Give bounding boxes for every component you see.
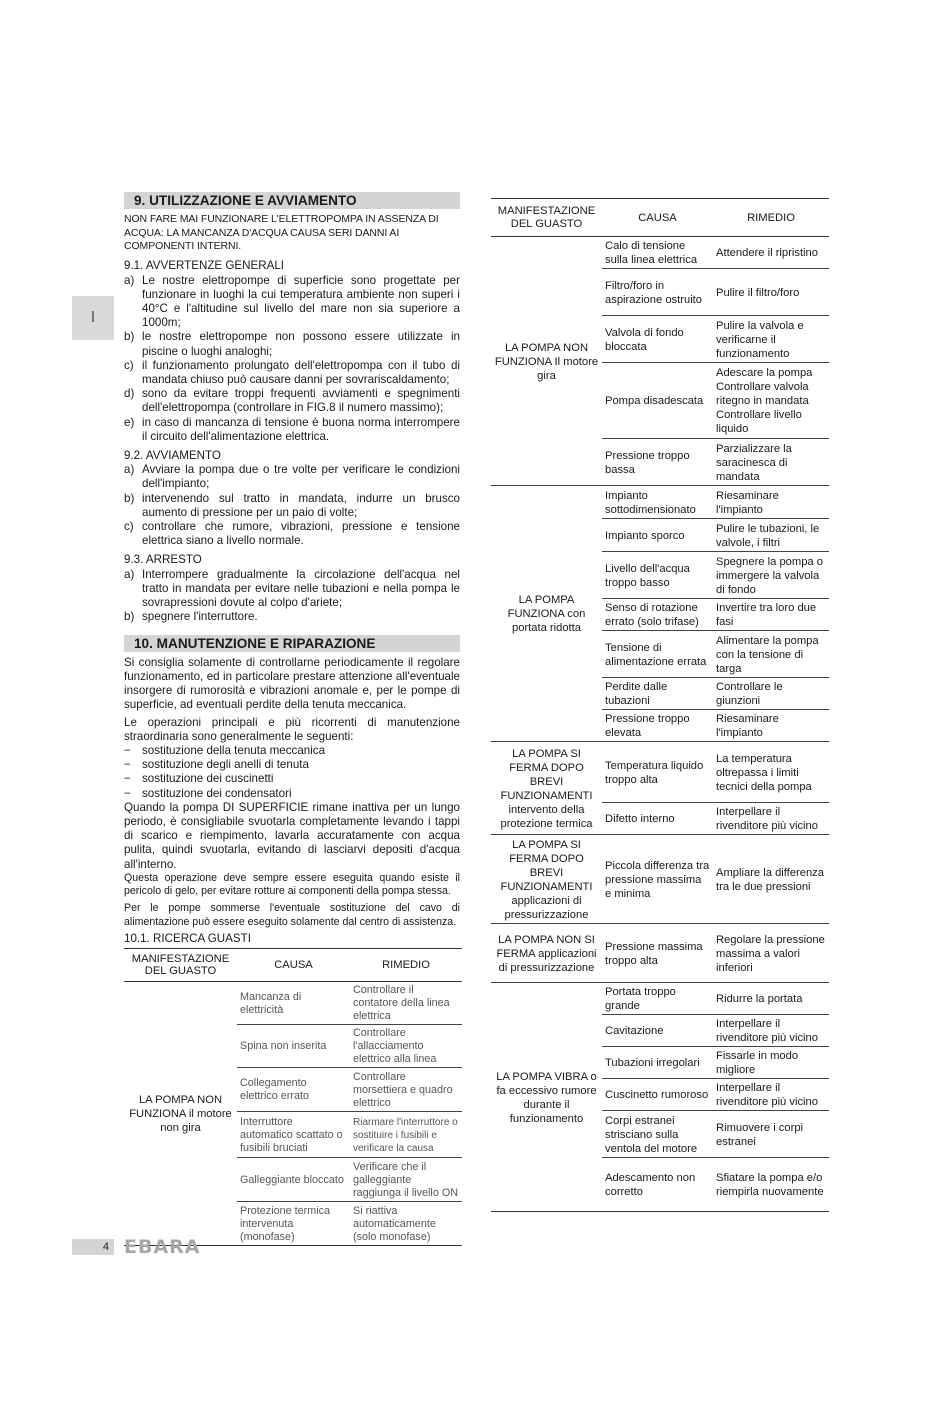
manifestation-cell: LA POMPA SI FERMA DOPO BREVI FUNZIONAMENTI intervento della protezione termica [491, 742, 602, 835]
cause-cell: Pompa disadescata [602, 363, 713, 439]
remedy-cell: Regolare la pressione massima a valori inferiori [713, 924, 829, 983]
list-item: b) intervenendo sul tratto in mandata, indurre un brusco aumento di pressione per un paio di volte; [124, 491, 460, 519]
cause-cell: Livello dell'acqua troppo basso [602, 552, 713, 599]
remedy-cell: Riarmare l'interruttore o sostituire i fusibili e verificare la causa [350, 1112, 462, 1158]
cause-cell: Pressione troppo bassa [602, 439, 713, 486]
page-number: 4 [72, 1239, 114, 1255]
cause-cell: Impianto sottodimensionato [602, 486, 713, 519]
troubleshooting-table-right [491, 198, 829, 1212]
paragraph: Si consiglia solamente di controllarne periodicamente il regolare funzionamento, ed in particolare prestare attenzione all'eventuale insorgere di rumorosità e vibrazioni anomale e, per le pompe di superficie, ad eventuali perdite della tenuta meccanica. [124, 655, 460, 712]
list-item: b) le nostre elettropompe non possono essere utilizzate in piscine o luoghi analoghi; [124, 330, 460, 358]
paragraph: Per le pompe sommerse l'eventuale sostituzione del cavo di alimentazione può essere eseguito solamente dal centro di assistenza. [124, 901, 460, 928]
ebara-logo: EBARA [124, 1236, 201, 1258]
cause-cell: Filtro/foro in aspirazione ostruito [602, 269, 713, 316]
remedy-cell: Interpellare il rivenditore più vicino [713, 803, 829, 835]
manifestation-cell: LA POMPA VIBRA o fa eccessivo rumore durante il funzionamento [491, 983, 602, 1212]
remedy-cell: Fissarle in modo migliore [713, 1047, 829, 1079]
cause-cell: Perdite dalle tubazioni [602, 678, 713, 710]
remedy-cell: Interpellare il rivenditore più vicino [713, 1015, 829, 1047]
cause-cell: Cuscinetto rumoroso [602, 1079, 713, 1111]
paragraph: Quando la pompa DI SUPERFICIE rimane inattiva per un lungo periodo, è consigliabile svuotarla completamente levando i tappi di scarico e riempimento, lavarla accuratamente con acqua pulita, quindi svuotarla, evitando di lasciarvi depositi d'acqua all'interno. [124, 800, 460, 871]
section-9-title: 9. UTILIZZAZIONE E AVVIAMENTO [124, 192, 460, 209]
cause-cell: Calo di tensione sulla linea elettrica [602, 237, 713, 269]
remedy-cell: Parzializzare la saracinesca di mandata [713, 439, 829, 486]
cause-cell: Tensione di alimentazione errata [602, 631, 713, 678]
list-item: − sostituzione dei cuscinetti [124, 772, 274, 786]
cause-cell: Tubazioni irregolari [602, 1047, 713, 1079]
header-manifestation: MANIFESTAZIONE DEL GUASTO [491, 199, 602, 237]
remedy-cell: Pulire la valvola e verificarne il funzionamento [713, 316, 829, 363]
list-item: d) sono da evitare troppi frequenti avviamenti e spegnimenti dell'elettropompa (controllare in FIG.8 il numero massimo); [124, 387, 460, 415]
remedy-cell: Attendere il ripristino [713, 237, 829, 269]
manifestation-cell: LA POMPA FUNZIONA con portata ridotta [491, 486, 602, 742]
remedy-cell: Verificare che il galleggiante raggiunga il livello ON [350, 1158, 462, 1202]
cause-cell: Portata troppo grande [602, 983, 713, 1015]
header-remedy: RIMEDIO [713, 199, 829, 237]
manifestation-cell: LA POMPA NON FUNZIONA Il motore gira [491, 237, 602, 486]
header-remedy: RIMEDIO [350, 949, 462, 982]
general-warnings-list [124, 274, 460, 444]
cause-cell: Collegamento elettrico errato [237, 1068, 350, 1112]
remedy-cell: Riesaminare l'impianto [713, 710, 829, 742]
cause-cell: Corpi estranei strisciano sulla ventola del motore [602, 1111, 713, 1158]
header-manifestation: MANIFESTAZIONE DEL GUASTO [124, 949, 237, 982]
list-item: b) spegnere l'interruttore. [124, 610, 258, 624]
paragraph: Le operazioni principali e più ricorrenti di manutenzione straordinaria sono generalmente le seguenti: [124, 715, 460, 743]
remedy-cell: Sfiatare la pompa e/o riempirla nuovamente [713, 1158, 829, 1212]
cause-cell: Adescamento non corretto [602, 1158, 713, 1212]
remedy-cell: La temperatura oltrepassa i limiti tecnici della pompa [713, 742, 829, 803]
cause-cell: Pressione troppo elevata [602, 710, 713, 742]
remedy-cell: Riesaminare l'impianto [713, 486, 829, 519]
cause-cell: Interruttore automatico scattato o fusibili bruciati [237, 1112, 350, 1158]
cause-cell: Temperatura liquido troppo alta [602, 742, 713, 803]
list-item: a) Interrompere gradualmente la circolazione dell'acqua nel tratto in mandata per evitare nelle tubazioni e nella pompa le sovrapressioni dovute al colpo d'ariete; [124, 567, 460, 610]
subsection-10-1-title: 10.1. RICERCA GUASTI [124, 932, 251, 946]
remedy-cell: Pulire le tubazioni, le valvole, i filtri [713, 519, 829, 552]
remedy-cell: Interpellare il rivenditore più vicino [713, 1079, 829, 1111]
subsection-9-3-title: 9.3. ARRESTO [124, 553, 202, 567]
cause-cell: Pressione massima troppo alta [602, 924, 713, 983]
remedy-cell: Rimuovere i corpi estranei [713, 1111, 829, 1158]
list-item: a) Le nostre elettropompe di superficie sono progettate per funzionare in luoghi la cui temperatura ambiente non superi i 40°C e l'altitudine sul livello del mare non sia superiore a 1000m; [124, 273, 460, 330]
maintenance-list [124, 744, 460, 801]
list-item: − sostituzione dei condensatori [124, 786, 292, 800]
subsection-9-2-title: 9.2. AVVIAMENTO [124, 449, 221, 463]
remedy-cell: Adescare la pompa Controllare valvola ritegno in mandata Controllare livello liquido [713, 363, 829, 439]
list-item: c) controllare che rumore, vibrazioni, pressione e tensione elettrica siano a livello normale. [124, 520, 460, 548]
remedy-cell: Controllare il contatore della linea elettrica [350, 982, 462, 1025]
stop-list [124, 568, 460, 625]
cause-cell: Senso di rotazione errato (solo trifase) [602, 599, 713, 631]
cause-cell: Difetto interno [602, 803, 713, 835]
language-tab: I [72, 296, 114, 340]
list-item: − sostituzione degli anelli di tenuta [124, 758, 309, 772]
list-item: a) Avviare la pompa due o tre volte per verificare le condizioni dell'impianto; [124, 463, 460, 491]
remedy-cell: Ridurre la portata [713, 983, 829, 1015]
list-item: c) il funzionamento prolungato dell'elettropompa con il tubo di mandata chiuso può causare danni per sovrariscaldamento; [124, 358, 460, 387]
cause-cell: Protezione termica intervenuta (monofase) [237, 1202, 350, 1246]
remedy-cell: Pulire il filtro/foro [713, 269, 829, 316]
warning-text: NON FARE MAI FUNZIONARE L'ELETTROPOMPA IN ASSENZA DI ACQUA: LA MANCANZA D'ACQUA CAUSA SERI DANNI AI COMPONENTI INTERNI. [124, 213, 439, 253]
troubleshooting-table-left [124, 948, 462, 1246]
header-cause: CAUSA [237, 949, 350, 982]
remedy-cell: Si riattiva automaticamente (solo monofase) [350, 1202, 462, 1246]
cause-cell: Galleggiante bloccato [237, 1158, 350, 1202]
paragraph: Questa operazione deve sempre essere eseguita quando esiste il pericolo di gelo, per evitare rotture ai componenti della pompa stessa. [124, 871, 460, 898]
list-item: e) in caso di mancanza di tensione è buona norma interrompere il circuito dell'alimentazione elettrica. [124, 415, 460, 443]
remedy-cell: Invertire tra loro due fasi [713, 599, 829, 631]
subsection-9-1-title: 9.1. AVVERTENZE GENERALI [124, 259, 285, 273]
remedy-cell: Controllare morsettiera e quadro elettrico [350, 1068, 462, 1112]
remedy-cell: Controllare le giunzioni [713, 678, 829, 710]
cause-cell: Mancanza di elettricità [237, 982, 350, 1025]
manifestation-cell: LA POMPA NON FUNZIONA il motore non gira [124, 982, 237, 1246]
manifestation-cell: LA POMPA NON SI FERMA applicazioni di pressurizzazione [491, 924, 602, 983]
right-column [491, 198, 829, 1212]
cause-cell: Spina non inserita [237, 1025, 350, 1068]
cause-cell: Cavitazione [602, 1015, 713, 1047]
left-column [124, 192, 460, 1246]
cause-cell: Impianto sporco [602, 519, 713, 552]
list-item: − sostituzione della tenuta meccanica [124, 743, 326, 757]
manifestation-cell: LA POMPA SI FERMA DOPO BREVI FUNZIONAMENTI applicazioni di pressurizzazione [491, 835, 602, 924]
remedy-cell: Spegnere la pompa o immergere la valvola di fondo [713, 552, 829, 599]
cause-cell: Piccola differenza tra pressione massima e minima [602, 835, 713, 924]
header-cause: CAUSA [602, 199, 713, 237]
remedy-cell: Ampliare la differenza tra le due pressioni [713, 835, 829, 924]
remedy-cell: Controllare l'allacciamento elettrico alla linea [350, 1025, 462, 1068]
cause-cell: Valvola di fondo bloccata [602, 316, 713, 363]
section-10-title: 10. MANUTENZIONE E RIPARAZIONE [124, 635, 460, 652]
remedy-cell: Alimentare la pompa con la tensione di targa [713, 631, 829, 678]
startup-list [124, 463, 460, 548]
